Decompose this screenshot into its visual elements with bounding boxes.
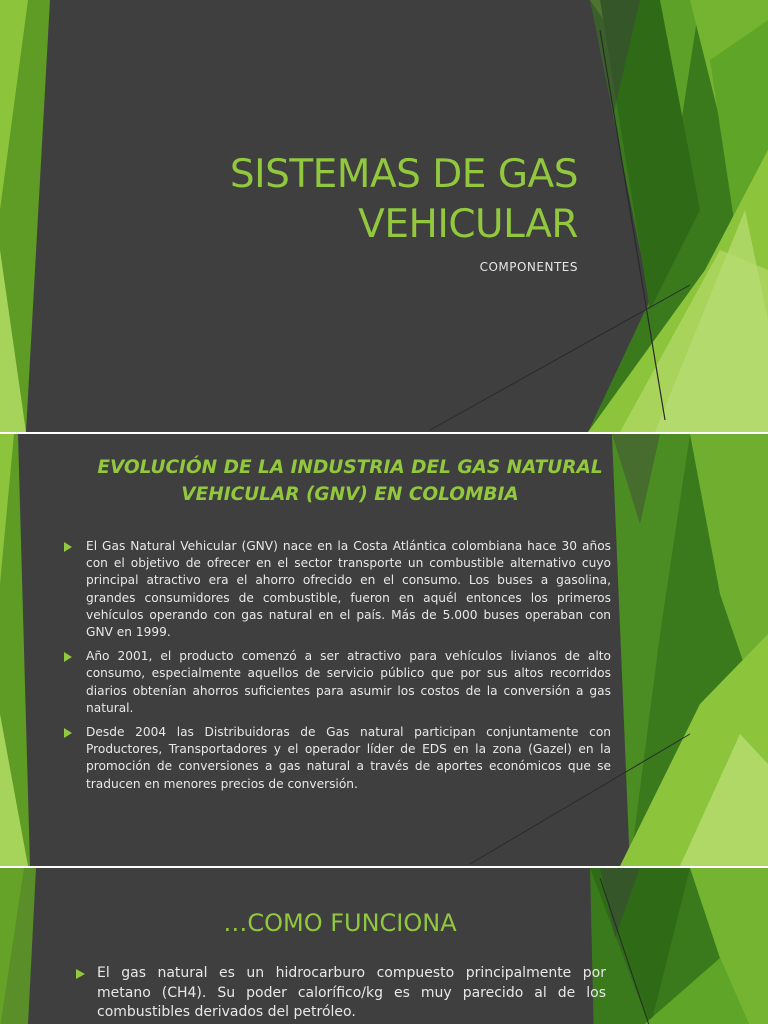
triangle-bullet-icon (64, 542, 72, 552)
triangle-bullet-icon (64, 652, 72, 662)
slide-1-title-text (180, 150, 578, 250)
triangle-bullet-icon (76, 969, 85, 979)
slide-2-evolution (0, 434, 768, 866)
list-item (74, 964, 606, 1023)
slide-1-subtitle: COMPONENTES (479, 260, 578, 274)
title-line-2: VEHICULAR (GNV) EN COLOMBIA (181, 484, 519, 505)
slide-2-bullet-list (62, 538, 611, 800)
slide-3-how-it-works (0, 868, 768, 1024)
list-item (62, 724, 611, 793)
slide-3-bullet-list (74, 964, 606, 1023)
slide-1-title (0, 0, 768, 432)
title-line-1: EVOLUCIÓN DE LA INDUSTRIA DEL GAS NATURAL (97, 457, 603, 478)
bullet-text: Año 2001, el producto comenzó a ser atractivo para vehículos livianos de alto consumo, especialmente aquellos de servicio público que por sus altos recorridos diarios obtenían ahorros suficientes para asumir los costos de la conversión a gas natural. (86, 649, 611, 715)
bullet-text: Desde 2004 las Distribuidoras de Gas natural participan conjuntamente con Productores, Transportadores y el operador líder de EDS en la zona (Gazel) en la promoción de conversiones a gas natural a través de aportes económicos que se traducen en menores precios de conversión. (86, 725, 611, 791)
slide-2-title (70, 454, 630, 508)
title-line-1: SISTEMAS DE GAS (229, 152, 578, 197)
list-item (62, 538, 611, 641)
bullet-text: El Gas Natural Vehicular (GNV) nace en la Costa Atlántica colombiana hace 30 años con el objetivo de ofrecer en el sector transporte un combustible alternativo cuyo principal atractivo era el ahorro ofrecido en el consumo. Los buses a gasolina, grandes consumidores de combustible, fueron en aquél entonces los primeros vehículos operando con gas natural en el país. Más de 5.000 buses operaban con GNV en 1999. (86, 539, 611, 640)
slide-3-title: …COMO FUNCIONA (223, 909, 457, 937)
title-line-2: VEHICULAR (358, 202, 578, 247)
list-item (62, 648, 611, 717)
triangle-bullet-icon (64, 728, 72, 738)
bullet-text: El gas natural es un hidrocarburo compuesto principalmente por metano (CH4). Su poder calorífico/kg es muy parecido al de los combustibles derivados del petróleo. (97, 965, 606, 1020)
